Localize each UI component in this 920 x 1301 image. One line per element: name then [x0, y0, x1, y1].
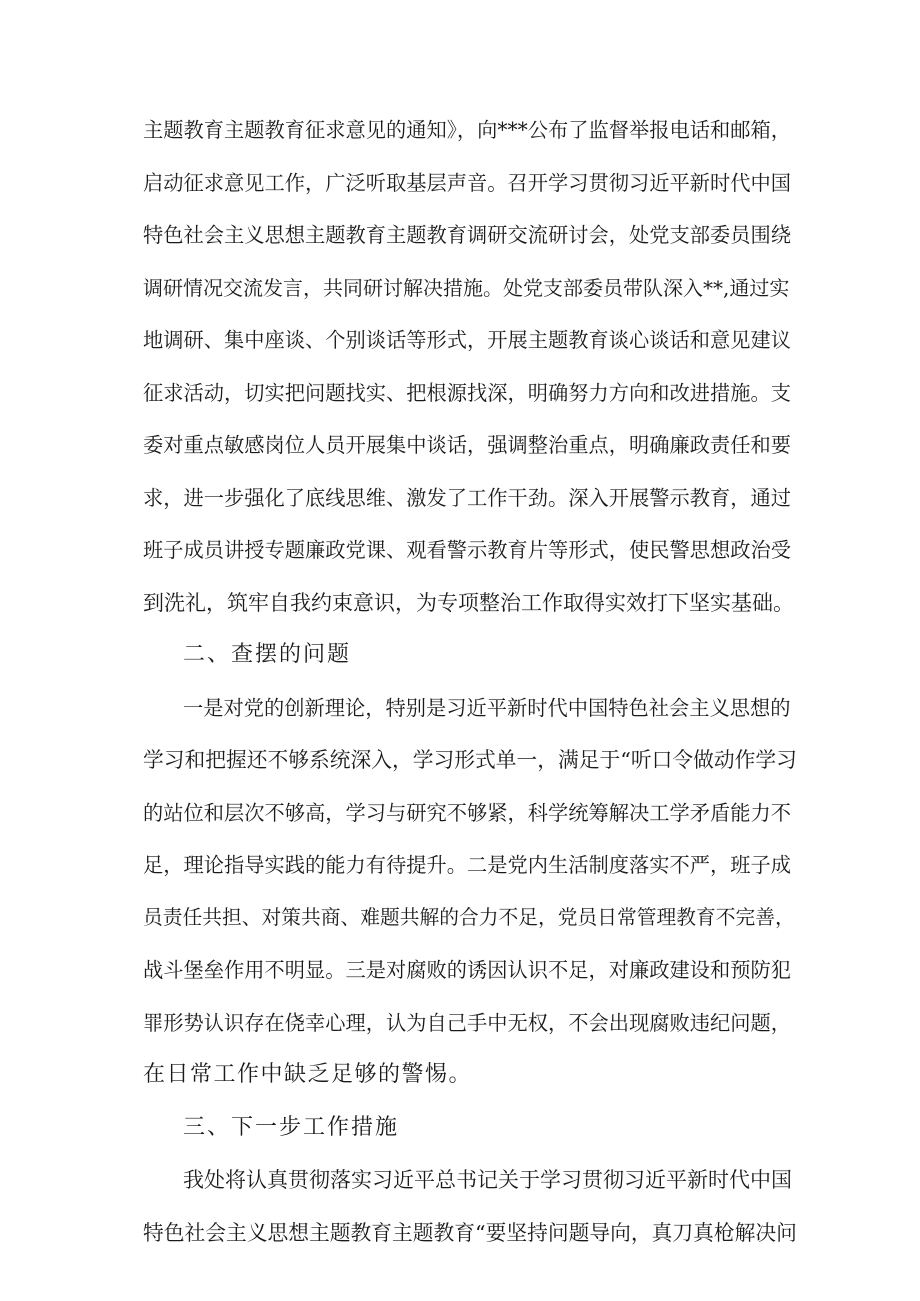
paragraph-1-line-3: 特色社会主义思想主题教育主题教育调研交流研讨会，处党支部委员围绕: [143, 223, 792, 247]
paragraph-2-line-7: 罪形势认识存在侥幸心理，认为自己手中无权，不会出现腐败违纪问题，: [143, 1011, 792, 1035]
paragraph-3-line-2: 特色社会主义思想主题教育主题教育“要坚持问题导向，真刀真枪解决问: [143, 1221, 797, 1245]
paragraph-2-line-2: 学习和把握还不够系统深入，学习形式单一，满足于“听口令做动作学习: [143, 748, 797, 772]
paragraph-1-line-10: 到洗礼，筑牢自我约束意识，为专项整治工作取得实效打下坚实基础。: [143, 591, 794, 615]
section-heading-2: 二、查摆的问题: [183, 642, 352, 667]
paragraph-1-line-4: 调研情况交流发言，共同研讨解决措施。处党支部委员带队深入**,通过实: [143, 276, 790, 300]
paragraph-2-line-6: 战斗堡垒作用不明显。三是对腐败的诱因认识不足，对廉政建设和预防犯: [143, 958, 792, 982]
paragraph-2-line-5: 员责任共担、对策共商、难题共解的合力不足，党员日常管理教育不完善，: [143, 906, 795, 929]
paragraph-1-line-6: 征求活动，切实把问题找实、把根源找深，明确努力方向和改进措施。支: [143, 381, 792, 405]
paragraph-2-line-4: 足，理论指导实践的能力有待提升。二是党内生活制度落实不严，班子成: [143, 853, 792, 877]
paragraph-1-line-1: 主题教育主题教育征求意见的通知》，向***公布了监督举报电话和邮箱，: [143, 118, 792, 142]
paragraph-1-line-2: 启动征求意见工作，广泛听取基层声音。召开学习贯彻习近平新时代中国: [143, 171, 792, 195]
paragraph-1-line-9: 班子成员讲授专题廉政党课、观看警示教育片等形式，使民警思想政治受: [143, 538, 792, 562]
paragraph-1-line-7: 委对重点敏感岗位人员开展集中谈话，强调整治重点，明确廉政责任和要: [143, 433, 792, 457]
section-heading-3: 三、下一步工作措施: [183, 1115, 400, 1140]
paragraph-2-line-3: 的站位和层次不够高，学习与研究不够紧，科学统筹解决工学矛盾能力不: [143, 801, 792, 825]
paragraph-1-line-8: 求，进一步强化了底线思维、激发了工作干劲。深入开展警示教育，通过: [143, 486, 792, 510]
paragraph-2-line-1: 一是对党的创新理论，特别是习近平新时代中国特色社会主义思想的: [183, 696, 791, 720]
paragraph-1-line-5: 地调研、集中座谈、个别谈话等形式，开展主题教育谈心谈话和意见建议: [143, 328, 792, 352]
paragraph-2-line-8: 在日常工作中缺乏足够的警惕。: [143, 1062, 473, 1087]
paragraph-3-line-1: 我处将认真贯彻落实习近平总书记关于学习贯彻习近平新时代中国: [183, 1168, 792, 1192]
